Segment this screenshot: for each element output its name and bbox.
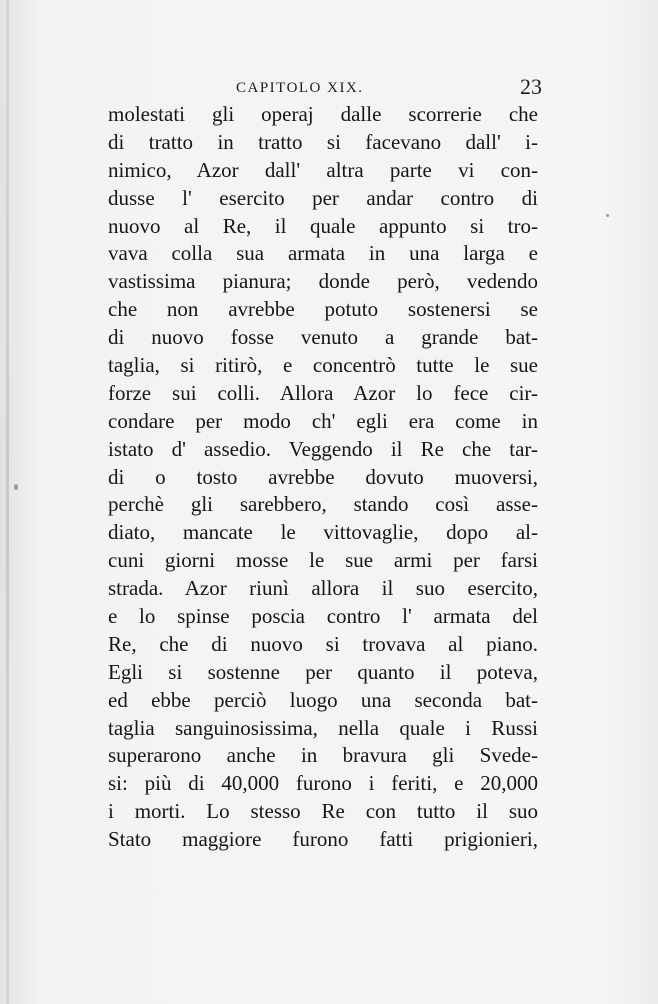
text-line: nimico, Azor dall' altra parte vi con- [108, 157, 538, 182]
text-line: diato, mancate le vittovaglie, dopo al- [108, 520, 538, 545]
page-edge-shadow [6, 0, 9, 1004]
text-line: molestati gli operaj dalle scorrerie che [108, 102, 538, 126]
text-line: Egli si sostenne per quanto il poteva, [108, 659, 538, 684]
text-line: taglia, si ritirò, e concentrò tutte le sue [108, 353, 538, 378]
text-line: che non avrebbe potuto sostenersi se [108, 297, 538, 322]
text-line: cuni giorni mosse le sue armi per farsi [108, 548, 538, 573]
text-line: e lo spinse poscia contro l' armata del [108, 604, 538, 629]
paper-speck [14, 484, 18, 490]
page-number: 23 [520, 74, 542, 99]
text-line: perchè gli sarebbero, stando così asse- [108, 492, 538, 517]
text-line: di o tosto avrebbe dovuto muoversi, [108, 464, 538, 489]
text-line: strada. Azor riunì allora il suo esercito, [108, 576, 538, 601]
text-line: nuovo al Re, il quale appunto si tro- [108, 213, 538, 238]
text-line: taglia sanguinosissima, nella quale i Russi [108, 715, 538, 740]
text-line: Re, che di nuovo si trovava al piano. [108, 631, 538, 656]
text-line: Stato maggiore furono fatti prigionieri, [108, 827, 538, 852]
page-header [108, 74, 546, 102]
text-line: condare per modo ch' egli era come in [108, 408, 538, 433]
text-line: superarono anche in bravura gli Svede- [108, 743, 538, 768]
text-line: si: più di 40,000 furono i feriti, e 20,000 [108, 771, 538, 796]
running-head: CAPITOLO XIX. [236, 80, 364, 96]
paper-speck [606, 214, 609, 217]
text-line: forze sui colli. Allora Azor lo fece cir- [108, 380, 538, 405]
text-line: vastissima pianura; donde però, vedendo [108, 269, 538, 294]
text-line: di tratto in tratto si facevano dall' i- [108, 129, 538, 154]
text-line: ed ebbe perciò luogo una seconda bat- [108, 687, 538, 712]
body-text [108, 101, 538, 854]
text-line: i morti. Lo stesso Re con tutto il suo [108, 799, 538, 824]
text-line: dusse l' esercito per andar contro di [108, 185, 538, 210]
text-line: vava colla sua armata in una larga e [108, 241, 538, 266]
text-line: di nuovo fosse venuto a grande bat- [108, 325, 538, 350]
text-line: istato d' assedio. Veggendo il Re che tar- [108, 436, 538, 461]
